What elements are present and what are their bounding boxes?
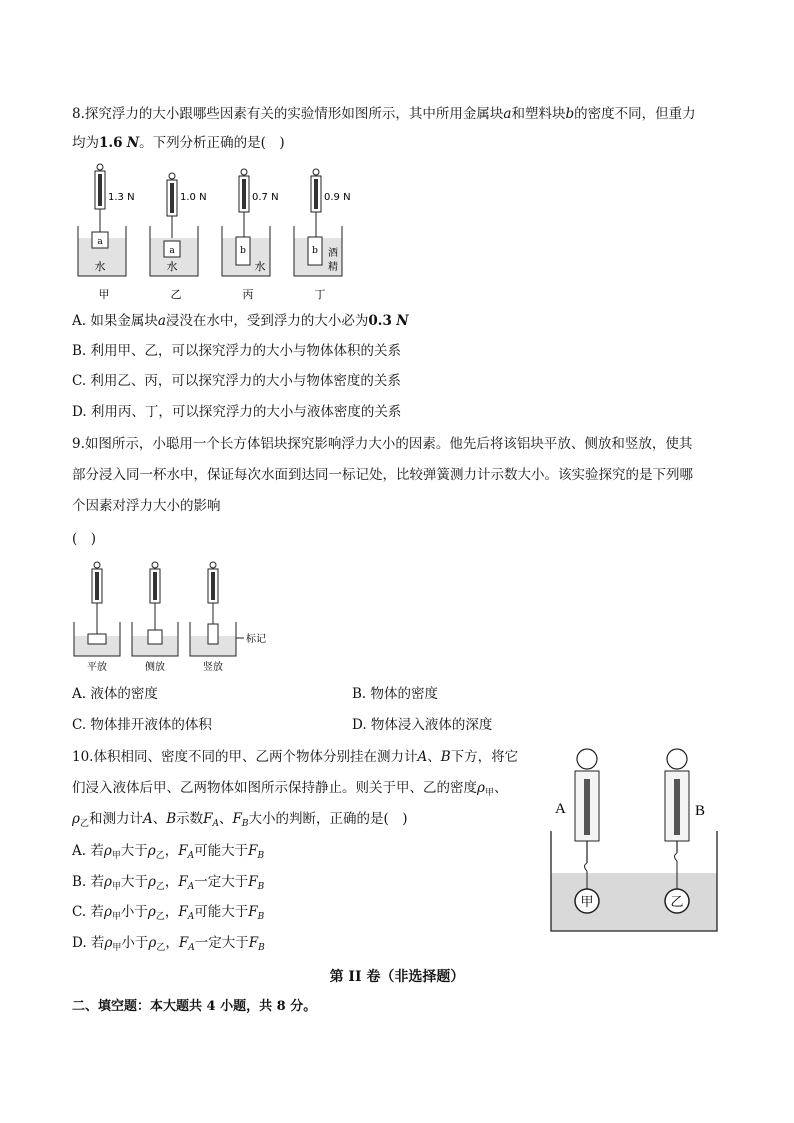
q8-reading-bing: 0.7 N	[252, 192, 279, 203]
q10-figure	[545, 745, 725, 935]
q8-block-bing: b	[240, 246, 246, 256]
q8-liquid-yi: 水	[166, 260, 178, 273]
q8-block-yi: a	[169, 246, 175, 256]
q8-liquid-jia: 水	[94, 260, 106, 273]
q9-caption-vertical: 竖放	[203, 662, 223, 673]
q8-reading-yi: 1.0 N	[180, 192, 207, 203]
q10-label-a: A	[555, 801, 566, 817]
q8-figure	[72, 162, 372, 307]
q8-block-ding: b	[312, 246, 318, 256]
q10-stem-line3: $\rho_乙$和测力计A、B示数$F_A$、$F_B$大小的判断，正确的是( )	[72, 811, 408, 829]
q9-option-c[interactable]: C. 物体排开液体的体积	[72, 717, 212, 733]
q8-reading-jia: 1.3 N	[108, 192, 135, 203]
q10-object-yi: 乙	[670, 895, 684, 910]
q8-option-d[interactable]: D. 利用丙、丁，可以探究浮力的大小与液体密度的关系	[72, 404, 402, 420]
part2-heading: 第 II 卷（非选择题）	[329, 969, 465, 985]
q9-setup-vertical	[190, 562, 244, 673]
q9-caption-side: 侧放	[145, 662, 165, 673]
q8-setup-bing	[222, 169, 279, 301]
q9-caption-flat: 平放	[87, 662, 107, 673]
q9-setup-flat	[74, 562, 120, 673]
q10-option-b[interactable]: B. 若$\rho_甲$大于$\rho_乙$，$F_A$一定大于$F_B$	[72, 874, 265, 892]
section-fill-in-header: 二、填空题：本大题共 4 小题，共 8 分。	[72, 999, 317, 1014]
q8-option-c[interactable]: C. 利用乙、丙，可以探究浮力的大小与物体密度的关系	[72, 373, 401, 389]
q10-stem-line1: 10.体积相同、密度不同的甲、乙两个物体分别挂在测力计A、B下方，将它	[72, 749, 519, 765]
q8-caption-bing: 丙	[242, 288, 254, 301]
q9-stem-line3: 个因素对浮力大小的影响	[72, 498, 221, 514]
q8-setup-jia	[78, 164, 135, 301]
q8-caption-ding: 丁	[314, 288, 326, 301]
q8-option-b[interactable]: B. 利用甲、乙，可以探究浮力的大小与物体体积的关系	[72, 343, 402, 359]
q8-liquid-bing: 水	[254, 260, 266, 273]
q8-caption-jia: 甲	[98, 288, 110, 301]
q8-reading-ding: 0.9 N	[324, 192, 351, 203]
q10-meter-a	[575, 749, 599, 889]
q10-label-b: B	[695, 803, 706, 819]
q10-option-a[interactable]: A. 若$\rho_甲$大于$\rho_乙$，$F_A$可能大于$F_B$	[72, 843, 265, 861]
q9-setup-side	[132, 562, 178, 673]
q8-option-a[interactable]: A. 如果金属块a浸没在水中，受到浮力的大小必为0.3 N	[72, 313, 409, 329]
q9-mark-label: 标记	[246, 634, 266, 645]
q9-stem-line2: 部分浸入同一杯水中，保证每次水面到达同一标记处，比较弹簧测力计示数大小。该实验探究的是下列哪	[72, 467, 693, 483]
q8-stem-line1: 8.探究浮力的大小跟哪些因素有关的实验情形如图所示，其中所用金属块a和塑料块b的密度不同，但重力	[72, 106, 696, 122]
q9-figure	[72, 560, 272, 678]
q10-option-d[interactable]: D. 若$\rho_甲$小于$\rho_乙$，$F_A$一定大于$F_B$	[72, 935, 265, 953]
q8-liquid-ding-bottom: 精	[328, 262, 338, 273]
q10-meter-b	[665, 749, 689, 889]
q8-stem-line2: 均为1.6 N。下列分析正确的是( )	[72, 135, 285, 151]
q8-setup-ding	[294, 169, 351, 301]
q10-object-jia: 甲	[580, 895, 594, 910]
q8-setup-yi	[150, 173, 207, 301]
q9-answer-paren: ( )	[72, 531, 97, 547]
q10-option-c[interactable]: C. 若$\rho_甲$小于$\rho_乙$，$F_A$可能大于$F_B$	[72, 904, 265, 922]
q8-liquid-ding-top: 酒	[328, 248, 338, 259]
q8-caption-yi: 乙	[170, 288, 182, 301]
q9-stem-line1: 9.如图所示，小聪用一个长方体铝块探究影响浮力大小的因素。他先后将该铝块平放、侧放和竖放，使其	[72, 436, 693, 452]
q9-option-a[interactable]: A. 液体的密度	[72, 686, 158, 702]
q9-option-b[interactable]: B. 物体的密度	[352, 686, 439, 702]
q8-block-jia: a	[97, 237, 103, 247]
q10-stem-line2: 们浸入液体后甲、乙两物体如图所示保持静止。则关于甲、乙的密度$\rho_甲$、	[72, 780, 508, 798]
q9-option-d[interactable]: D. 物体浸入液体的深度	[352, 717, 493, 733]
